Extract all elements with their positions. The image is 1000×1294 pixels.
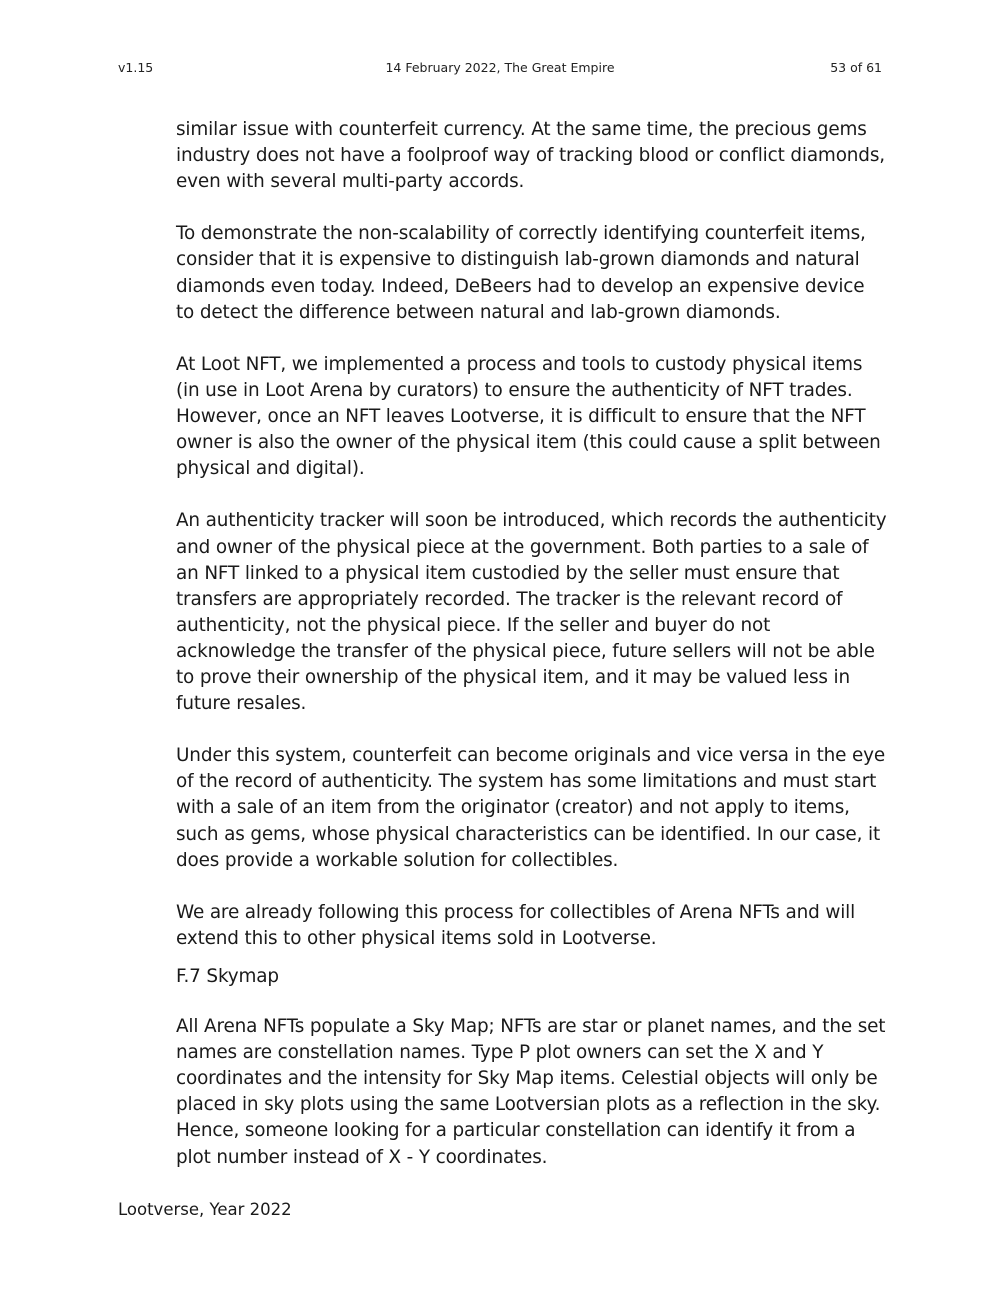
paragraph-skymap: All Arena NFTs populate a Sky Map; NFTs are star or planet names, and the set names are constellation names. Type P plot owners can set the X and Y coordinates and the intensity for Sky Map items. Celestial objects will only be placed in sky plots using the same Lootversian plots as a reflection in the sky. Hence, someone looking for a particular constellation can identify it from a plot number instead of X - Y coordinates.: [176, 1016, 886, 1168]
page-header: [118, 60, 882, 78]
main-content: [176, 117, 888, 1197]
paragraph-loot-nft-custody: At Loot NFT, we implemented a process and tools to custody physical items (in use in Loot Arena by curators) to ensure the authenticity of NFT trades. However, once an NFT leaves Lootverse, it is difficult to ensure that the NFT owner is also the owner of the physical item (this could cause a split between physical and digital).: [176, 353, 881, 480]
paragraph-lab-grown-diamonds: To demonstrate the non-scalability of correctly identifying counterfeit items, consider that it is expensive to distinguish lab-grown diamonds and natural diamonds even today. Indeed, DeBeers had to develop an expensive device to detect the difference between natural and lab-grown diamonds.: [176, 223, 866, 323]
page-number: 53 of 61: [830, 60, 882, 75]
paragraph-counterfeit-currency: similar issue with counterfeit currency. At the same time, the precious gems industry does not have a foolproof way of tracking blood or conflict diamonds, even with several multi-party accords.: [176, 119, 885, 193]
header-date-title: 14 February 2022, The Great Empire: [385, 60, 615, 75]
page-footer: Lootverse, Year 2022: [118, 1200, 292, 1219]
section-heading: F.7 Skymap: [176, 966, 279, 987]
version-label: v1.15: [118, 60, 154, 75]
paragraph-system-limitations: Under this system, counterfeit can become originals and vice versa in the eye of the record of authenticity. The system has some limitations and must start with a sale of an item from the originator (creator) and not apply to items, such as gems, whose physical characteristics can be identified. In our case, it does provide a workable solution for collectibles.: [176, 745, 886, 871]
paragraph-arena-collectibles: We are already following this process for collectibles of Arena NFTs and will extend this to other physical items sold in Lootverse.: [176, 901, 856, 949]
paragraph-authenticity-tracker: An authenticity tracker will soon be introduced, which records the authenticity and owner of the physical piece at the government. Both parties to a sale of an NFT linked to a physical item custodied by the seller must ensure that transfers are appropriately recorded. The tracker is the relevant record of authenticity, not the physical piece. If the seller and buyer do not acknowledge the transfer of the physical piece, future sellers will not be able to prove their ownership of the physical item, and it may be valued less in future resales.: [176, 510, 887, 715]
